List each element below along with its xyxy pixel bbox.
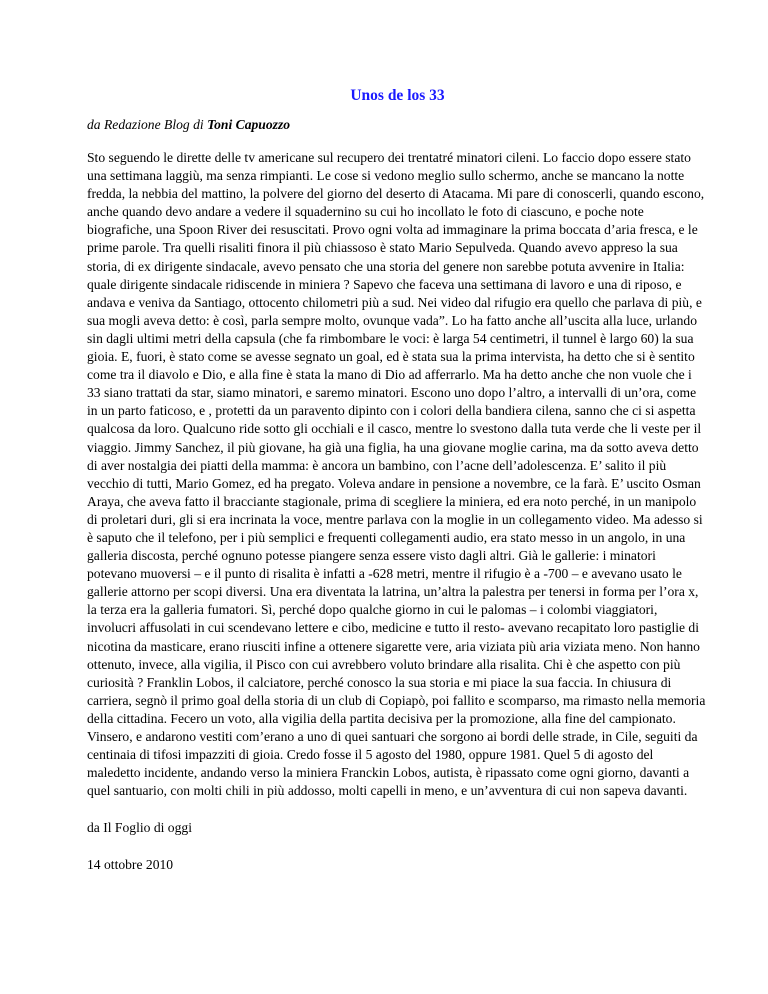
byline-author: Toni Capuozzo bbox=[207, 117, 291, 132]
byline bbox=[87, 117, 708, 133]
article-source: da Il Foglio di oggi bbox=[87, 820, 192, 836]
article-body: Sto seguendo le dirette delle tv americane sul recupero dei trentatré minatori cileni. Lo faccio dopo essere stato una settimana laggiù, ma senza rimpianti. Le cose si vedono meglio sullo schermo, anche se mancano la notte fredda, la nebbia del mattino, la polvere del giorno del deserto di Atacama. Mi pare di conoscerli, quando escono, anche quando devo andare a vedere il squadernino su cui ho incollato le foto di ciascuno, e poche note biografiche, una Spoon River dei resuscitati. Provo ogni volta ad immaginare la prima boccata d’aria fresca, e le prime parole. Tra quelli risaliti finora il più chiassoso è stato Mario Sepulveda. Quando avevo appreso la sua storia, di ex dirigente sindacale, avevo pensato che una storia del genere non sarebbe potuta avvenire in Italia: quale dirigente sindacale ridiscende in miniera ? Sapevo che faceva una settimana di lavoro e una di riposo, e andava e veniva da Santiago, ottocento chilometri più a sud. Nei video dal rifugio era quello che parlava di più, e sua mogli aveva detto: è così, parla sempre molto, ovunque vada”. Lo ha fatto anche all’uscita alla luce, urlando sin dagli ultimi metri della capsula (che fa rimbombare le voci: è larga 54 centimetri, il tunnel è largo 60) la sua gioia. E, fuori, è stato come se avesse segnato un goal, ed è stata sua la prima intervista, ha detto che si è sentito come tra il diavolo e Dio, e alla fine è stata la mano di Dio ad afferrarlo. Ma ha detto anche che non vuole che i 33 siano trattati da star, siamo minatori, e saremo minatori. Escono uno dopo l’altro, a intervalli di un’ora, come in un parto faticoso, e , protetti da un paravento dipinto con i colori della bandiera cilena, sanno che ci si aspetta qualcosa da loro. Qualcuno ride sotto gli occhiali e il casco, mentre lo svestono dalla tuta verde che li veste per il viaggio. Jimmy Sanchez, il più giovane, ha già una figlia, ha una giovane moglie carina, ma da sotto aveva detto di aver nostalgia dei piatti della mamma: è ancora un bambino, con l’acne dell’adolescenza. E’ salito il più vecchio di tutti, Mario Gomez, ed ha pregato. Voleva andare in pensione a novembre, ce la farà. E’ uscito Osman Araya, che aveva fatto il bracciante stagionale, prima di scegliere la miniera, ed era noto perché, in un manipolo di proletari duri, gli si era incrinata la voce, mentre parlava con la moglie in un collegamento video. Ma adesso si è saputo che il telefono, per i più semplici e frequenti collegamenti audio, era stato messo in un angolo, in una galleria discosta, perché ognuno potesse piangere senza essere visto dagli altri. Già le gallerie: i minatori potevano muoversi – e il punto di risalita è infatti a -628 metri, mentre il rifugio è a -700 – e avevano usato le gallerie attorno per scopi diversi. Una era diventata la latrina, un’altra la palestra per tenersi in forma per l’ora x, la terza era la galleria fumatori. Sì, perché dopo qualche giorno in cui le palomas – i colombi viaggiatori, involucri affusolati in cui scendevano lettere e cibo, medicine e tutto il resto- avevano recapitato loro pastiglie di nicotina da masticare, erano riusciti infine a ottenere sigarette vere, aria viziata più aria viziata meno. Non hanno ottenuto, invece, alla vigilia, il Pisco con cui avrebbero voluto brindare alla risalita. Chi è che aspetto con più curiosità ? Franklin Lobos, il calciatore, perché conosco la sua storia e mi piace la sua faccia. In chiusura di carriera, segnò il primo goal della storia di un club di Copiapò, poi fallito e scomparso, ma rimasto nella memoria della cittadina. Fecero un voto, alla vigilia della partita decisiva per la promozione, alla fine del campionato. Vinsero, e andarono vestiti com’erano a uno di quei santuari che sorgono ai bordi delle strade, in Cile, seguiti da centinaia di tifosi impazziti di gioia. Credo fosse il 5 agosto del 1980, oppure 1981. Quel 5 di agosto del maledetto incidente, andando verso la miniera Franckin Lobos, autista, è ripassato come ogni giorno, davanti a quel santuario, con molti chili in più addosso, molti capelli in meno, e un’avventura di cui non sapeva davanti. bbox=[87, 150, 706, 799]
byline-prefix: da Redazione Blog di bbox=[87, 117, 208, 132]
article-title: Unos de los 33 bbox=[350, 87, 445, 104]
article-date: 14 ottobre 2010 bbox=[87, 857, 174, 873]
